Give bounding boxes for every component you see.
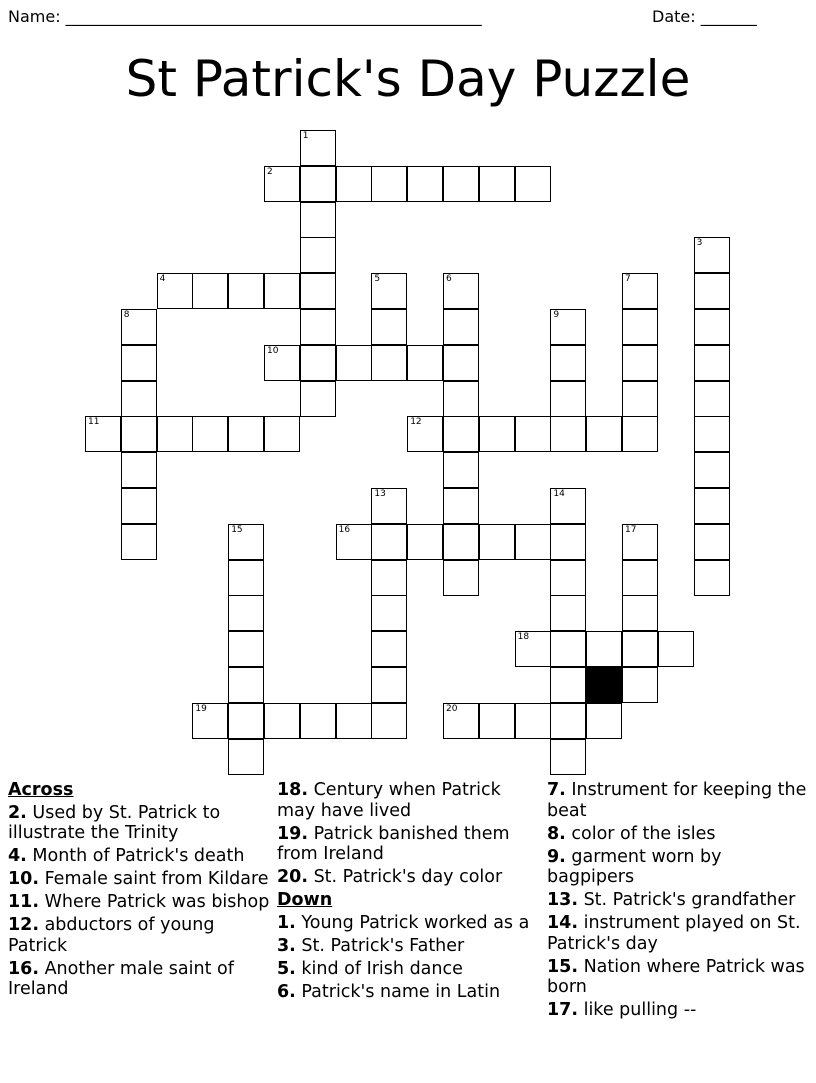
- clue-number: 8: [123, 310, 130, 320]
- crossword-cell[interactable]: [300, 202, 336, 238]
- crossword-cell[interactable]: [371, 345, 407, 381]
- crossword-cell[interactable]: [622, 560, 658, 596]
- clue-item: [547, 824, 809, 845]
- clue-text: St. Patrick's Father: [295, 935, 465, 956]
- clue-item: [277, 959, 539, 980]
- clue-text: Where Patrick was bishop: [39, 892, 270, 912]
- crossword-cell[interactable]: [336, 524, 372, 560]
- clue-item: [8, 915, 270, 956]
- clues-column-3: [547, 780, 809, 1023]
- clue-text: Instrument for keeping the beat: [547, 780, 807, 821]
- crossword-cell[interactable]: [371, 667, 407, 703]
- clue-text: St. Patrick's day color: [308, 867, 503, 887]
- crossword-cell[interactable]: [264, 345, 300, 381]
- clue-text: like pulling --: [578, 1000, 697, 1020]
- crossword-cell[interactable]: [300, 237, 336, 273]
- crossword-cell[interactable]: [228, 560, 264, 596]
- crossword-cell[interactable]: [228, 739, 264, 775]
- puzzle-title: St Patrick's Day Puzzle: [125, 50, 691, 108]
- crossword-cell[interactable]: [622, 309, 658, 345]
- clue-text: Young Patrick worked as a: [295, 912, 530, 933]
- crossword-cell[interactable]: [694, 309, 730, 345]
- clue-number: 2: [267, 166, 273, 177]
- crossword-cell[interactable]: [121, 381, 157, 417]
- clue-num: 20.: [277, 867, 309, 887]
- crossword-cell[interactable]: [228, 524, 264, 560]
- crossword-cell[interactable]: [121, 345, 157, 381]
- clue-num: 8.: [547, 823, 566, 844]
- crossword-cell[interactable]: [694, 273, 730, 309]
- clue-text: Nation where Patrick was born: [547, 956, 805, 997]
- clue-number: 3: [696, 238, 703, 249]
- crossword-cell[interactable]: [264, 166, 300, 202]
- clue-text: St. Patrick's grandfather: [578, 890, 796, 910]
- crossword-cell[interactable]: [443, 560, 479, 596]
- crossword-cell[interactable]: [300, 703, 336, 739]
- crossword-cell[interactable]: [371, 166, 407, 202]
- clue-text: Month of Patrick's death: [26, 846, 245, 866]
- name-field-label: Name: ____________________________________________________: [8, 7, 482, 26]
- crossword-cell[interactable]: [622, 524, 658, 560]
- crossword-cell[interactable]: [694, 381, 730, 417]
- clue-text: Century when Patrick may have lived: [277, 780, 501, 821]
- clue-number: 7: [625, 274, 631, 285]
- crossword-cell[interactable]: [622, 273, 658, 309]
- clue-item: [277, 867, 539, 888]
- black-square: [586, 667, 622, 703]
- clue-num: 2.: [8, 802, 27, 823]
- crossword-cell[interactable]: [550, 381, 586, 417]
- crossword-cell[interactable]: [228, 631, 264, 667]
- clue-item: [8, 959, 270, 1000]
- clue-text: Patrick's name in Latin: [295, 981, 501, 1002]
- crossword-cell[interactable]: [479, 416, 515, 452]
- clue-text: kind of Irish dance: [295, 958, 463, 979]
- crossword-cell[interactable]: [443, 452, 479, 488]
- crossword-cell[interactable]: [407, 166, 443, 202]
- clue-item: [547, 780, 809, 821]
- clue-text: Another male saint of Ireland: [8, 958, 234, 999]
- crossword-cell[interactable]: [228, 595, 264, 631]
- crossword-cell[interactable]: [371, 488, 407, 524]
- clue-item: [547, 913, 809, 954]
- crossword-cell[interactable]: [586, 416, 622, 452]
- crossword-cell[interactable]: [694, 345, 730, 381]
- crossword-cell[interactable]: [443, 166, 479, 202]
- crossword-cell[interactable]: [586, 631, 622, 667]
- crossword-cell[interactable]: [157, 416, 193, 452]
- crossword-cell[interactable]: [694, 560, 730, 596]
- clue-num: 15.: [547, 956, 579, 977]
- clue-num: 14.: [547, 913, 579, 933]
- clue-number: 12: [410, 417, 422, 428]
- crossword-cell[interactable]: [515, 703, 551, 739]
- clue-text: Used by St. Patrick to illustrate the Trinity: [8, 802, 221, 843]
- across-heading: Across: [8, 780, 74, 800]
- crossword-cell[interactable]: [443, 488, 479, 524]
- crossword-cell[interactable]: [694, 416, 730, 452]
- crossword-cell[interactable]: [550, 703, 586, 739]
- crossword-cell[interactable]: [371, 309, 407, 345]
- crossword-cell[interactable]: [658, 631, 694, 667]
- crossword-cell[interactable]: [121, 416, 157, 452]
- crossword-cell[interactable]: [300, 273, 336, 309]
- crossword-cell[interactable]: [300, 381, 336, 417]
- crossword-cell[interactable]: [336, 703, 372, 739]
- clue-num: 13.: [547, 890, 579, 910]
- crossword-cell[interactable]: [300, 345, 336, 381]
- crossword-cell[interactable]: [264, 703, 300, 739]
- clue-item: [547, 957, 809, 998]
- crossword-cell[interactable]: [550, 739, 586, 775]
- crossword-cell[interactable]: [443, 416, 479, 452]
- crossword-cell[interactable]: [622, 631, 658, 667]
- clue-num: 16.: [8, 958, 40, 979]
- crossword-cell[interactable]: [694, 524, 730, 560]
- clue-num: 9.: [547, 846, 566, 867]
- crossword-cell[interactable]: [550, 416, 586, 452]
- crossword-cell[interactable]: [300, 166, 336, 202]
- crossword-cell[interactable]: [264, 416, 300, 452]
- date-field-label: Date: _______: [652, 7, 757, 26]
- crossword-cell[interactable]: [264, 273, 300, 309]
- clue-num: 17.: [547, 1000, 579, 1020]
- clue-number: 6: [446, 274, 452, 285]
- crossword-cell[interactable]: [443, 309, 479, 345]
- clue-number: 16: [338, 524, 351, 535]
- crossword-cell[interactable]: [407, 416, 443, 452]
- clue-num: 10.: [8, 869, 40, 889]
- crossword-cell[interactable]: [407, 345, 443, 381]
- clue-number: 10: [267, 345, 279, 356]
- clues-column-1: [8, 780, 270, 1002]
- clue-item: [277, 936, 539, 957]
- clue-number: 14: [553, 489, 565, 499]
- clue-text: Patrick banished them from Ireland: [277, 823, 510, 864]
- crossword-cell[interactable]: [371, 524, 407, 560]
- crossword-cell[interactable]: [443, 524, 479, 560]
- crossword-cell[interactable]: [121, 524, 157, 560]
- clue-number: 19: [195, 703, 207, 714]
- crossword-cell[interactable]: [407, 524, 443, 560]
- crossword-cell[interactable]: [694, 488, 730, 524]
- crossword-cell[interactable]: [622, 345, 658, 381]
- clue-number: 4: [159, 274, 166, 285]
- crossword-cell[interactable]: [192, 416, 228, 452]
- crossword-cell[interactable]: [479, 166, 515, 202]
- crossword-cell[interactable]: [479, 703, 515, 739]
- crossword-cell[interactable]: [228, 703, 264, 739]
- clue-item: [8, 869, 270, 890]
- crossword-cell[interactable]: [694, 237, 730, 273]
- crossword-cell[interactable]: [371, 703, 407, 739]
- crossword-cell[interactable]: [228, 416, 264, 452]
- clue-item: [547, 847, 809, 888]
- crossword-cell[interactable]: [443, 345, 479, 381]
- crossword-cell[interactable]: [550, 667, 586, 703]
- crossword-cell[interactable]: [371, 560, 407, 596]
- clue-item: [8, 803, 270, 844]
- crossword-cell[interactable]: [550, 631, 586, 667]
- crossword-cell[interactable]: [371, 631, 407, 667]
- crossword-cell[interactable]: [192, 703, 228, 739]
- clue-text: garment worn by bagpipers: [547, 846, 722, 887]
- crossword-cell[interactable]: [550, 345, 586, 381]
- crossword-cell[interactable]: [586, 703, 622, 739]
- crossword-cell[interactable]: [85, 416, 121, 452]
- crossword-cell[interactable]: [479, 524, 515, 560]
- clue-number: 18: [517, 632, 530, 643]
- crossword-cell[interactable]: [550, 309, 586, 345]
- clue-num: 11.: [8, 892, 40, 912]
- clue-num: 12.: [8, 915, 40, 935]
- crossword-cell[interactable]: [121, 452, 157, 488]
- clue-text: color of the isles: [565, 823, 716, 844]
- crossword-cell[interactable]: [121, 309, 157, 345]
- crossword-cell[interactable]: [228, 667, 264, 703]
- crossword-cell[interactable]: [443, 381, 479, 417]
- clue-number: 17: [625, 524, 637, 535]
- crossword-cell[interactable]: [336, 166, 372, 202]
- clue-text: abductors of young Patrick: [8, 915, 215, 956]
- crossword-cell[interactable]: [515, 416, 551, 452]
- clue-num: 19.: [277, 823, 309, 844]
- clue-num: 18.: [277, 780, 309, 800]
- clue-number: 15: [231, 524, 243, 535]
- crossword-cell[interactable]: [443, 703, 479, 739]
- crossword-cell[interactable]: [157, 273, 193, 309]
- crossword-cell[interactable]: [550, 560, 586, 596]
- crossword-cell[interactable]: [622, 381, 658, 417]
- crossword-cell[interactable]: [371, 273, 407, 309]
- crossword-cell[interactable]: [622, 667, 658, 703]
- clue-num: 1.: [277, 912, 296, 933]
- clue-number: 1: [302, 131, 309, 141]
- clue-number: 20: [446, 703, 458, 714]
- clue-item: [8, 892, 270, 913]
- down-heading: Down: [277, 890, 333, 910]
- crossword-cell[interactable]: [622, 595, 658, 631]
- clue-item: [547, 890, 809, 911]
- crossword-cell[interactable]: [121, 488, 157, 524]
- clue-number: 11: [88, 417, 100, 428]
- clue-text: instrument played on St. Patrick's day: [547, 913, 801, 954]
- crossword-cell[interactable]: [550, 488, 586, 524]
- crossword-cell[interactable]: [443, 273, 479, 309]
- crossword-cell[interactable]: [515, 524, 551, 560]
- crossword-cell[interactable]: [300, 130, 336, 166]
- clue-item: [547, 1000, 809, 1021]
- crossword-cell[interactable]: [192, 273, 228, 309]
- crossword-cell[interactable]: [622, 416, 658, 452]
- crossword-cell[interactable]: [228, 273, 264, 309]
- clue-text: Female saint from Kildare: [39, 869, 269, 889]
- crossword-cell[interactable]: [515, 166, 551, 202]
- clue-item: [8, 846, 270, 867]
- crossword-cell[interactable]: [515, 631, 551, 667]
- clue-item: [277, 824, 539, 865]
- crossword-cell[interactable]: [336, 345, 372, 381]
- clue-number: 5: [374, 274, 381, 285]
- clue-num: 5.: [277, 958, 296, 979]
- crossword-cell[interactable]: [550, 524, 586, 560]
- clue-num: 7.: [547, 780, 566, 800]
- clue-number: 13: [374, 489, 386, 499]
- clue-num: 6.: [277, 981, 296, 1002]
- crossword-cell[interactable]: [694, 452, 730, 488]
- crossword-cell[interactable]: [550, 595, 586, 631]
- clue-num: 4.: [8, 846, 27, 866]
- clues-column-2: [277, 780, 539, 1005]
- clue-num: 3.: [277, 935, 296, 956]
- crossword-cell[interactable]: [300, 309, 336, 345]
- clue-item: [277, 913, 539, 934]
- clue-item: [277, 982, 539, 1003]
- clue-number: 9: [553, 310, 560, 320]
- crossword-cell[interactable]: [371, 595, 407, 631]
- clue-item: [277, 780, 539, 821]
